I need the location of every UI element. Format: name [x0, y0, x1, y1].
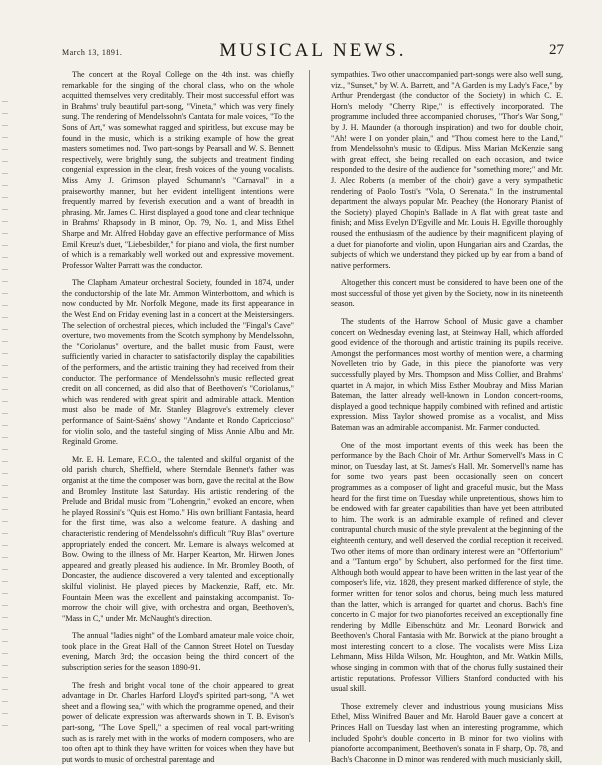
article-clapham-society: The Clapham Amateur orchestral Society, founded in 1874, under the conductorship of the late Mr. Ammon Winterbottom, and which is now conducted by Mr. Norfolk Megone, made its first appearance in the West End on Friday evening last in a concert at the Meistersingers. The selection of orchestral pieces, which included the "Fingal's Cave" overture, two movements from the Scotch symphony by Mendelssohn, the "Coriolanus" overture, and the ballet music from Faust, were sufficiently varied in character to satisfactorily display the capabilities of the performers, and the artistic training they had received from their conductor. The performance of Mendelssohn's music reflected great credit on all concerned, as did also that of Beethoven's "Coriolanus," which was rendered with great spirit and admirable attack. Mention must also be made of Mr. Stanley Blagrove's extremely clever performance of Saint-Saëns' showy "Andante et Rondo Capriccioso" for violin solo, and the tasteful singing of Miss Annie Albu and Mr. Reginald Grome. [62, 278, 294, 447]
article-lombard-choir: The annual "ladies night" of the Lombard amateur male voice choir, took place in the Great Hall of the Cannon Street Hotel on Tuesday evening, March 3rd; the occasion being the third concert of the subscription series for the season 1890-91. [62, 631, 294, 673]
article-lombard-summary: Altogether this concert must be considered to have been one of the most successful of those yet given by the Society, now in its nineteenth season. [331, 278, 563, 309]
page-number: 27 [549, 42, 564, 58]
binding-edge-marks [2, 90, 8, 730]
article-harrow-school: The students of the Harrow School of Music gave a chamber concert on Wednesday evening last, at Steinway Hall, which afforded good evidence of the thorough and artistic training its pupils receive. Amongst the performances most worthy of mention were, a charming Novelleten trio by Gade, in this piece the pianoforte was very successfully played by Mrs. Thompson and Miss Collier, and Brahms' quartet in A major, in which Miss Esther Moubray and Miss Marian Bateman, the latter already well-known in London concert-rooms, displayed a good technique happily combined with refined and artistic expression. Miss Taylor showed promise as a vocalist, and Miss Bateman was an admirable accompanist. Mr. Farmer conducted. [331, 317, 563, 432]
column-divider [309, 70, 310, 742]
issue-date: March 13, 1891. [62, 48, 123, 57]
article-lemare-recital: Mr. E. H. Lemare, F.C.O., the talented and skilful organist of the old parish church, Sheffield, where Sterndale Bennet's father was organist at the time the composer was born, gave the recital at the Bow and Bromley Institute last Saturday. His artistic rendering of the Prelude and Bridal music from "Lohengrin," evoked an encore, when he played Rossini's "Quis est Homo." His own brilliant Fantasia, heard for the first time, was also a welcome feature. A dashing and characteristic rendering of Mendelssohn's difficult "Ruy Blas" overture appropriately ended the concert. Mr. Lemare is always welcomed at Bow. Owing to the illness of Mr. Harper Kearton, Mr. Hirwen Jones appeared and greatly pleased his audience. In Mr. Bromley Booth, of Doncaster, the audience discovered a very talented and exceptionally skilful violinist. He played pieces by Mackenzie, Raff, etc. Mr. Fountain Meen was the excellent and painstaking accompanist. To-morrow the choir will give, with orchestra and organ, Beethoven's, "Mass in C," under Mr. McNaught's direction. [62, 454, 294, 623]
article-lombard-choir-end: sympathies. Two other unaccompanied part-songs were also well sung, viz., "Sunset," by W. A. Barrett, and "A Garden is my Lady's Face," by Arthur Prendergast (the conductor of the Society) in which C. E. Horn's melody "Cherry Ripe," is effectively incorporated. The programme included three accompanied choruses, "Thor's War Song," by J. H. Maunder (a thorough inspiration) and two for double choir, "Ah! were I on yonder plain," and "Thou comest here to the Land," from Mendelssohn's music to Œdipus. Miss Marian McKenzie sang with great effect, she being recalled on each occasion, and twice responded to the desire of the audience for "something more;" and Mr. J. Alec Roberts (a member of the choir) gave a very sympathetic rendering of Paolo Tosti's "Vola, O Serenata." In the instrumental department the always popular Mr. Peachey (the Honorary Pianist of the Society) played Chopin's Ballade in A flat with great taste and finish; and Miss Evelyn D'Egville and Mr. Louis H. Egville thoroughly roused the enthusiasm of the audience by their magnificent playing of a duet for pianoforte and violin, upon Hungarian airs and Czardas, the subjects of which we understand they picked up by ear from a band of native performers. [331, 70, 563, 270]
left-column [62, 70, 294, 764]
masthead-title: MUSICAL NEWS. [219, 40, 407, 61]
page-header [62, 38, 564, 66]
article-lombard-choir-continued: The fresh and bright vocal tone of the choir appeared to great advantage in Dr. Charles Harford Lloyd's spirited part-song, "A wet sheet and a flowing sea," with which the programme opened, and their power of delicate expression was afterwards shown in T. B. Evison's part-song, "The Love Spell," a specimen of real vocal part-writing such as is rarely met with in the works of modern composers, who are too often apt to think they have written for voices when they have but put words to music of orchestral parentage and [62, 680, 294, 764]
article-royal-college: The concert at the Royal College on the 4th inst. was chiefly remarkable for the singing of the choral class, who on the whole acquitted themselves very creditably. Their most successful effort was in Brahms' truly beautiful part-song, "Vineta," which was very finely sung. The rendering of Mendelssohn's Cantata for male voices, "To the Sons of Art," was somewhat ragged and spiritless, but excuse may be found in the music, which is a striking example of how the great masters sometimes nod. Two part-songs by Pearsall and W. S. Bennett respectively, were brightly sung, the subjects and treatment finding congenial expression in the clear, fresh voices of the young vocalists. Miss Amy J. Grimson played Schumann's "Carnaval" in a praiseworthy manner, but her evident intelligent intentions were frequently marred by feverish execution and a want of breadth in phrasing. Mr. James C. Hirst displayed a good tone and clear technique in Brahms' Rhapsody in B minor, Op. 79, No. 1, and Miss Ethel Sharpe and Mr. Alfred Hobday gave an effective performance of Miss Emil Kreuz's duet, "Liebesbilder," for piano and viola, the first number of which is a remarkably well worked out and expressive movement. Professor Walter Parratt was the conductor. [62, 70, 294, 270]
right-column [331, 70, 563, 764]
article-bach-choir: One of the most important events of this week has been the performance by the Bach Choir of Mr. Arthur Somervell's Mass in C minor, on Tuesday last, at St. James's Hall. Mr. Somervell's name has for some two years past been occasionally seen on concert programmes as a composer of light and graceful music, but the Mass heard for the first time on Tuesday while unpretentious, shows him to be endowed with far greater capabilities than have yet been attributed to him. The work is an admirable example of refined and clever contrapuntal church music of the style prevalent at the beginning of the eighteenth century, and well deserved the cordial reception it received. Two other items of more than ordinary interest were an "Offertorium" and a "Tantum ergo" by Schubert, also performed for the first time. Although both would appear to have been written in the last year of the composer's life, viz. 1828, they present marked difference of style, the former written for tenor solos and chorus, being much less matured than the latter, which is arranged for quartet and chorus. Bach's fine concerto in C major for two pianofortes received an exceptionally fine rendering by Mdlle Eibenschütz and Mr. Leonard Borwick and Beethoven's Choral Fantasia with Mr. Borwick at the piano brought a most interesting concert to a close. The vocalists were Miss Liza Lehmann, Miss Hilda Wilson, Mr. Houghton, and Mr. Watkin Mills, whose singing in common with that of the chorus fully sustained their artistic reputations. Professor Villiers Stanford conducted with his usual skill. [331, 440, 563, 694]
article-bauer-concert: Those extremely clever and industrious young musicians Miss Ethel, Miss Winifred Bauer and Mr. Harold Bauer gave a concert at Princes Hall on Tuesday last when an interesting programme, which included Spohr's double concerto in B minor for two violins with pianoforte accompaniment, Beethoven's sonata in F sharp, Op. 78, and Bach's Chaconne in D minor was rendered with much musicianly skill, [331, 701, 563, 764]
